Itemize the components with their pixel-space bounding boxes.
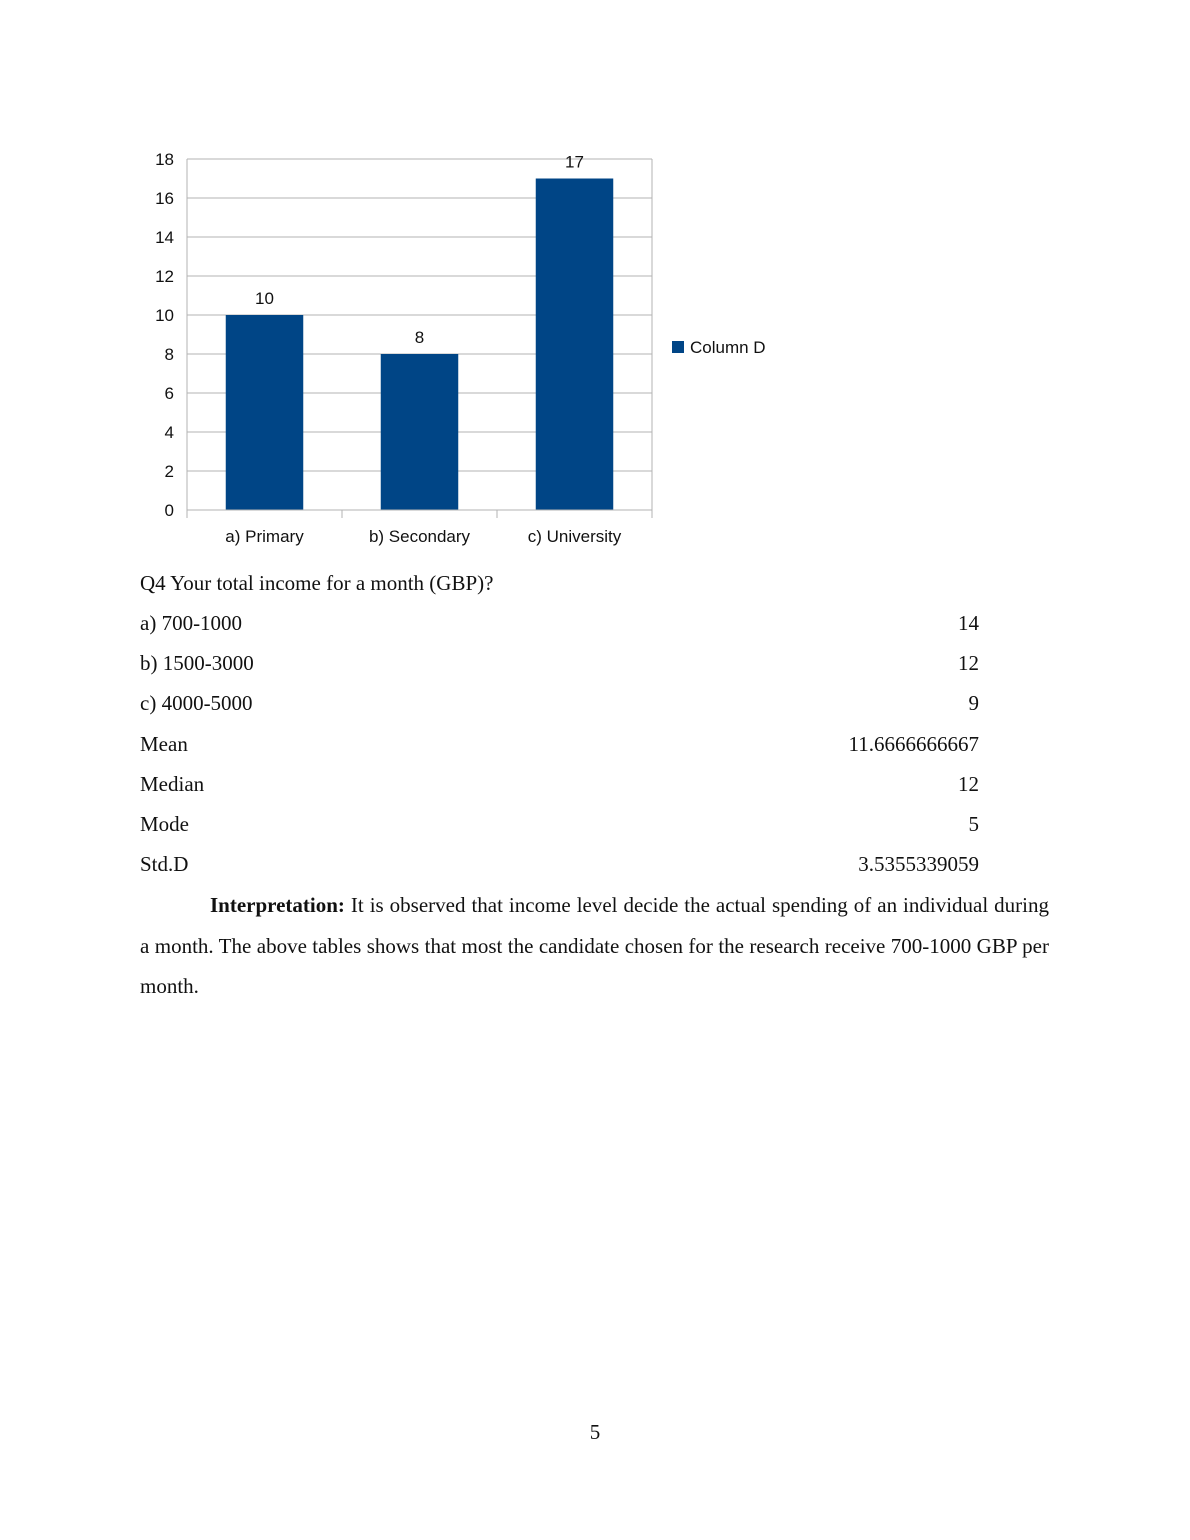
bar-value-label: 10 bbox=[255, 289, 274, 308]
row-label: b) 1500-3000 bbox=[140, 651, 254, 676]
page-number: 5 bbox=[589, 1420, 601, 1444]
interpretation-heading: Interpretation: bbox=[210, 893, 345, 917]
chart-legend bbox=[672, 338, 766, 357]
bar bbox=[381, 354, 459, 510]
interpretation-text: It is observed that income level decide the actual spending of an individual during a month. The above tables shows that most the candidate chosen for the research receive 700-1000 GBP per month. bbox=[140, 893, 1049, 998]
row-value: 12 bbox=[958, 771, 979, 796]
row-value: 12 bbox=[958, 651, 979, 676]
table-row bbox=[140, 648, 979, 688]
question-heading: Q4 Your total income for a month (GBP)? bbox=[140, 571, 494, 595]
y-tick-label: 12 bbox=[155, 267, 174, 286]
row-value: 9 bbox=[968, 691, 979, 716]
row-value: 3.5355339059 bbox=[858, 852, 979, 877]
y-tick-label: 6 bbox=[164, 384, 174, 403]
y-tick-label: 8 bbox=[164, 345, 174, 364]
bar-value-label: 17 bbox=[565, 152, 584, 172]
y-tick-label: 0 bbox=[164, 501, 174, 520]
x-tick-label: c) University bbox=[527, 527, 622, 546]
y-tick-label: 14 bbox=[155, 228, 174, 247]
bar bbox=[226, 315, 304, 510]
row-value: 11.6666666667 bbox=[848, 731, 979, 756]
bar-value-label: 8 bbox=[414, 328, 425, 347]
x-tick-label: b) Secondary bbox=[368, 527, 471, 546]
legend-label: Column D bbox=[690, 338, 766, 357]
row-label: a) 700-1000 bbox=[140, 611, 243, 635]
table-row bbox=[140, 729, 979, 769]
row-label: Median bbox=[140, 771, 205, 796]
interpretation-paragraph bbox=[140, 885, 1049, 1007]
bar bbox=[536, 179, 614, 511]
row-value: 5 bbox=[968, 811, 979, 836]
table-row bbox=[140, 608, 979, 648]
table-row bbox=[140, 809, 979, 849]
table-row bbox=[140, 849, 979, 889]
row-label: c) 4000-5000 bbox=[140, 691, 253, 716]
row-label: Std.D bbox=[140, 852, 189, 877]
row-value: 14 bbox=[958, 611, 979, 635]
x-tick-label: a) Primary bbox=[225, 527, 304, 546]
table-row bbox=[140, 688, 979, 728]
table-row bbox=[140, 769, 979, 809]
legend-swatch bbox=[672, 341, 684, 353]
income-stats-table bbox=[140, 608, 979, 889]
y-tick-label: 18 bbox=[155, 150, 174, 169]
y-tick-label: 10 bbox=[155, 306, 174, 325]
row-label: Mode bbox=[140, 811, 189, 836]
row-label: Mean bbox=[140, 731, 188, 756]
y-tick-label: 16 bbox=[155, 189, 174, 208]
y-tick-label: 2 bbox=[164, 462, 174, 481]
y-tick-label: 4 bbox=[164, 423, 174, 442]
education-bar-chart bbox=[140, 145, 800, 555]
